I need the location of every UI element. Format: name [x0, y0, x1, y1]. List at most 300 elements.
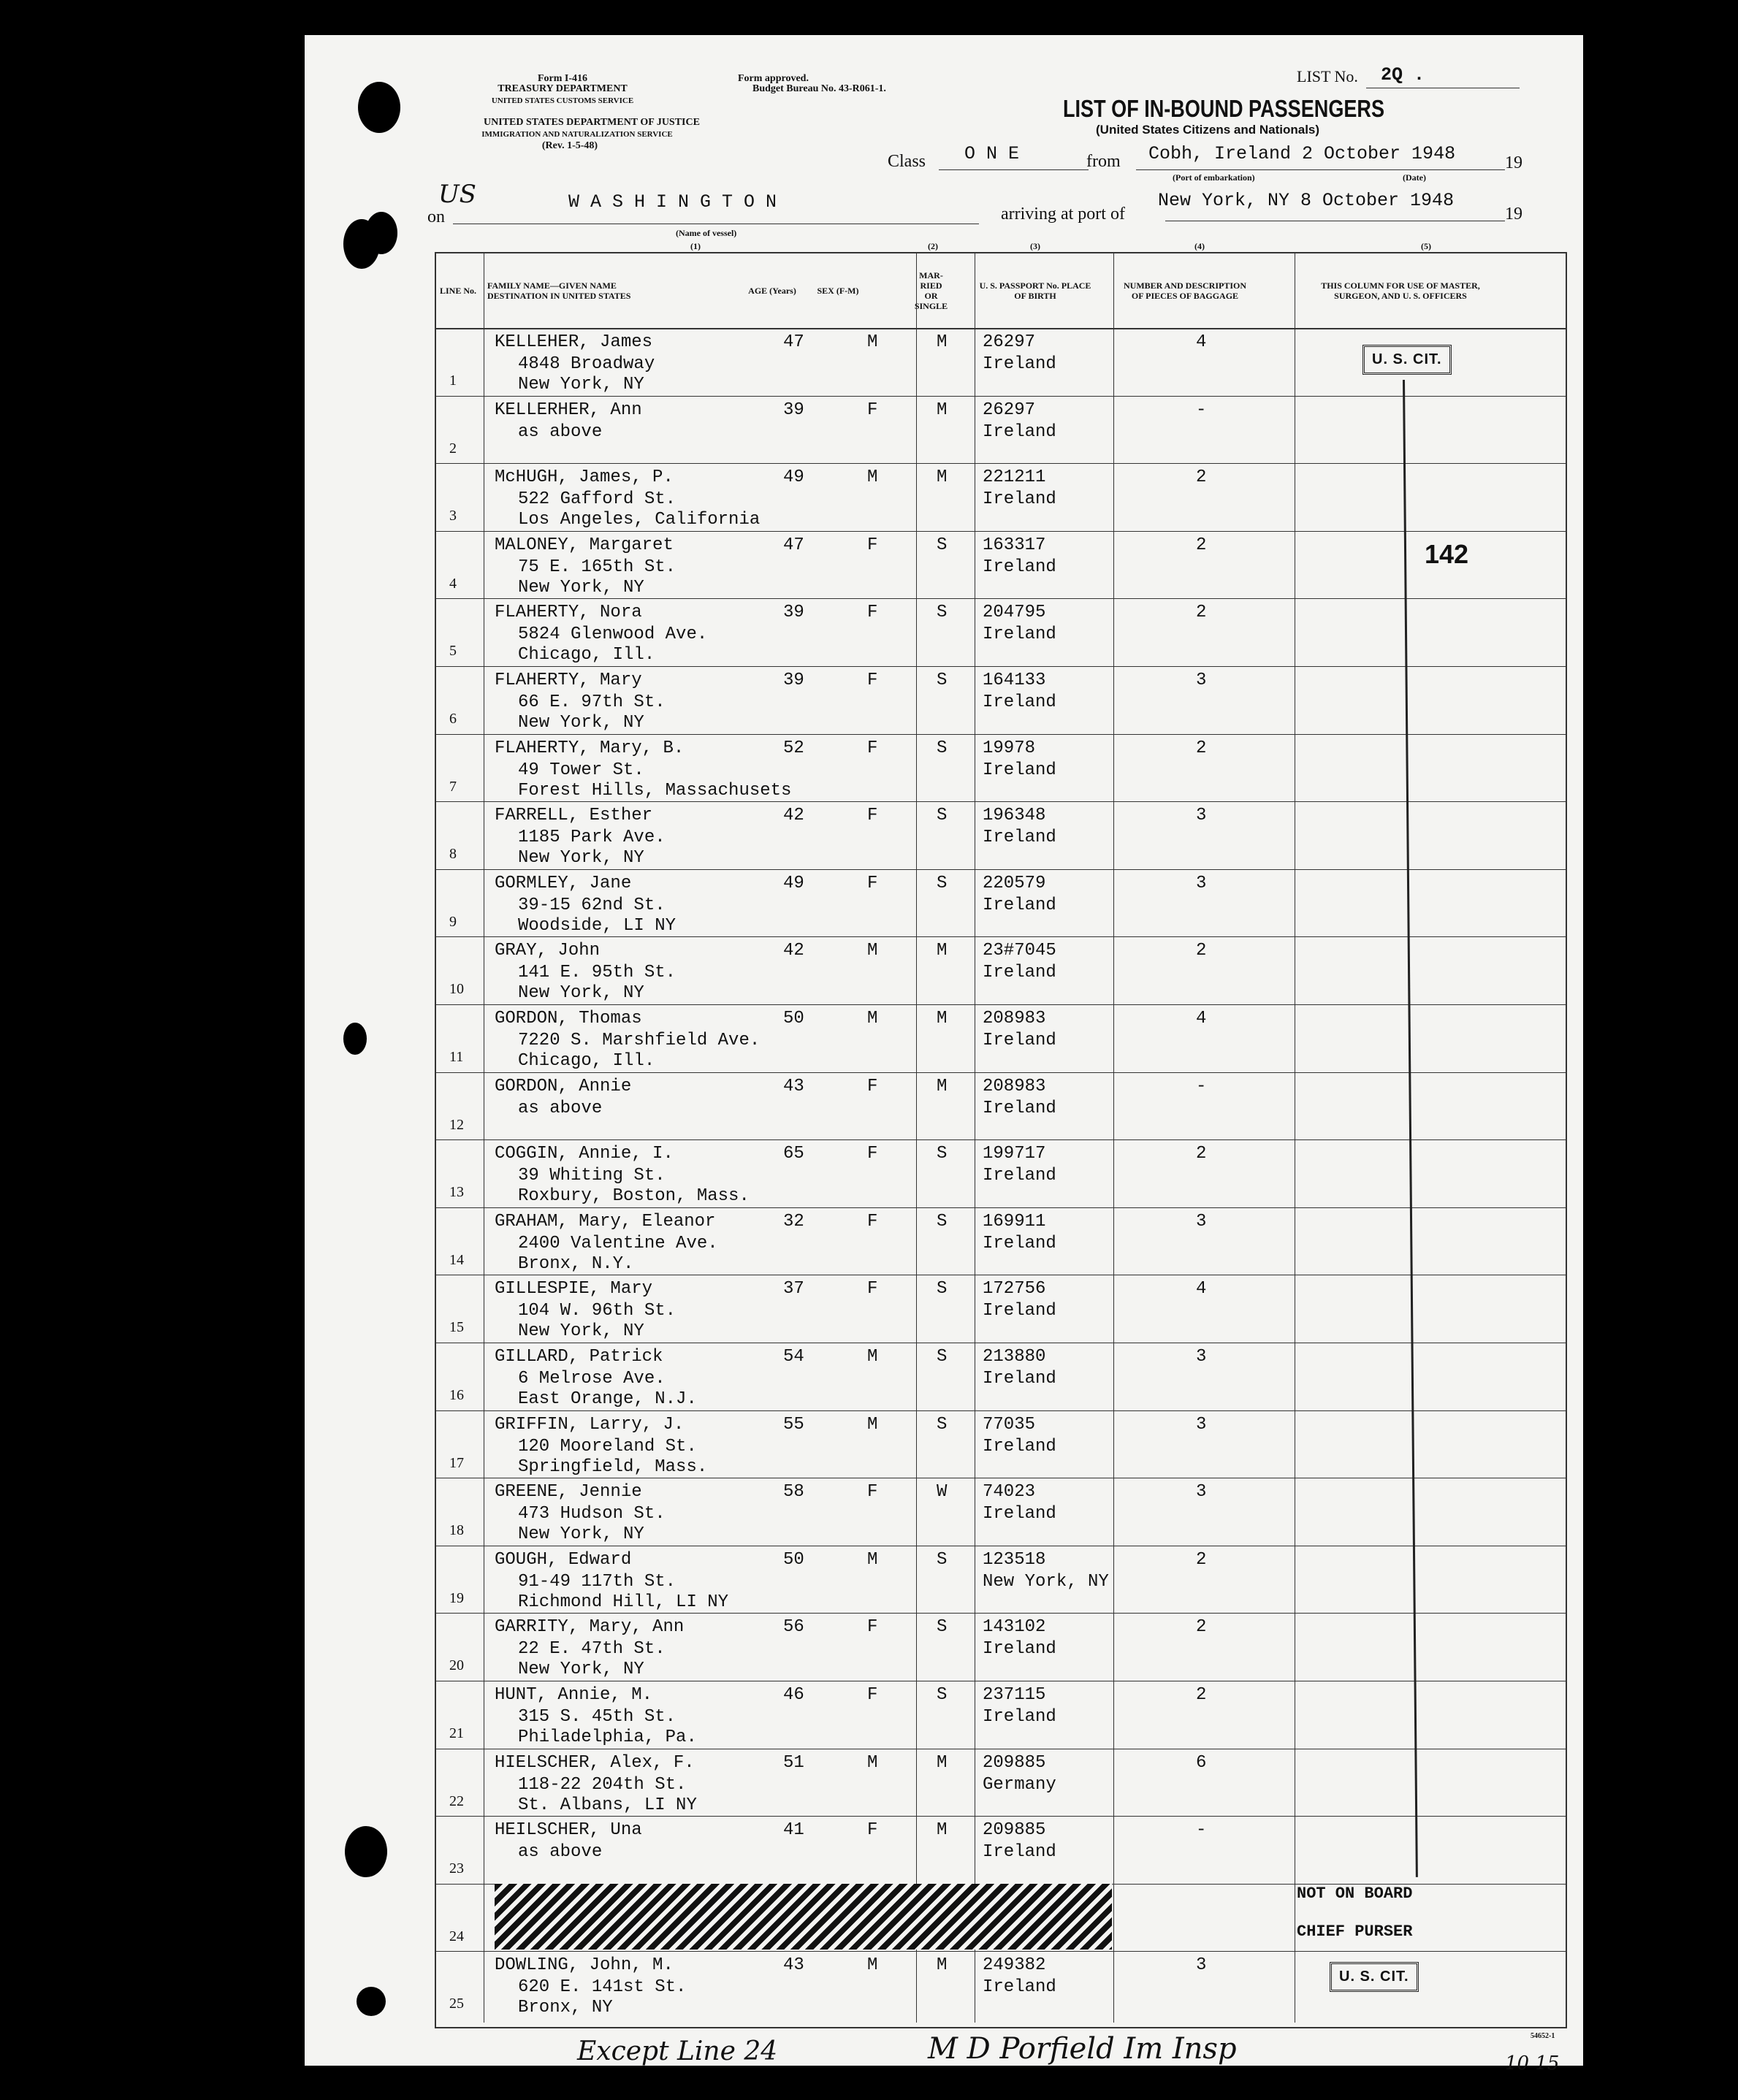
sex: F	[867, 1685, 878, 1705]
marital-status: S	[937, 1211, 948, 1232]
place-of-birth: Germany	[983, 1774, 1056, 1795]
marital-status: M	[937, 1076, 948, 1096]
table-row	[436, 1275, 1566, 1343]
passenger-name: HEILSCHER, Una	[495, 1820, 642, 1841]
marital-status: M	[937, 1009, 948, 1028]
passenger-name: GOUGH, Edward	[495, 1549, 632, 1570]
place-of-birth: Ireland	[983, 1977, 1056, 1998]
sex: M	[867, 1347, 878, 1367]
marital-status: S	[937, 1685, 948, 1705]
sex: F	[867, 1279, 878, 1299]
address-line: Woodside, LI NY	[518, 915, 676, 936]
baggage-count: 3	[1196, 873, 1207, 893]
date-caption: (Date)	[1403, 172, 1426, 183]
age: 65	[783, 1144, 804, 1164]
table-row	[436, 1139, 1566, 1207]
table-row	[436, 869, 1566, 937]
line-number: 10	[449, 981, 464, 998]
passenger-name: GRAY, John	[495, 941, 601, 961]
passport-number: 221211	[983, 467, 1046, 488]
age: 58	[783, 1482, 804, 1503]
list-number: 2Q .	[1381, 64, 1425, 85]
year-suffix: 19	[1505, 153, 1522, 172]
line-number: 11	[449, 1049, 464, 1065]
line-number: 5	[449, 643, 457, 660]
class-value: O N E	[964, 143, 1020, 164]
line-number: 9	[449, 913, 457, 930]
line-number: 3	[449, 508, 457, 524]
baggage-count: 2	[1196, 1617, 1207, 1638]
baggage-count: 3	[1196, 1482, 1207, 1503]
passport-number: 213880	[983, 1347, 1046, 1367]
vessel-caption: (Name of vessel)	[676, 228, 737, 238]
baggage-count: 2	[1196, 1549, 1207, 1570]
passport-number: 23#7045	[983, 941, 1056, 961]
not-on-board-note: NOT ON BOARD	[1297, 1885, 1413, 1903]
marital-status: S	[937, 806, 948, 826]
line-number: 13	[449, 1184, 464, 1201]
passport-number: 249382	[983, 1955, 1046, 1976]
place-of-birth: Ireland	[983, 354, 1056, 374]
place-of-birth: Ireland	[983, 1504, 1056, 1524]
sex: F	[867, 603, 878, 623]
sex: M	[867, 1549, 878, 1570]
baggage-count: 3	[1196, 1211, 1207, 1232]
from-label: from	[1086, 152, 1121, 171]
age: 42	[783, 941, 804, 961]
line-number: 24	[449, 1928, 464, 1944]
header-sex: SEX (F-M)	[817, 286, 859, 296]
address-line: 49 Tower St.	[518, 760, 644, 780]
marital-status: W	[937, 1482, 948, 1503]
binder-hole	[365, 212, 397, 254]
sex: F	[867, 1076, 878, 1096]
marital-status: M	[937, 467, 948, 488]
address-line: Bronx, N.Y.	[518, 1253, 634, 1274]
form-approved: Form approved.	[738, 73, 809, 84]
passenger-name: KELLEHER, James	[495, 332, 653, 352]
age: 56	[783, 1617, 804, 1638]
passport-number: 196348	[983, 806, 1046, 826]
passenger-name: HIELSCHER, Alex, F.	[495, 1752, 695, 1773]
passenger-count: 142	[1425, 539, 1469, 569]
passenger-name: FLAHERTY, Mary, B.	[495, 738, 685, 758]
sex: M	[867, 1009, 878, 1028]
table-row	[436, 734, 1566, 802]
age: 47	[783, 332, 804, 352]
place-of-birth: Ireland	[983, 1301, 1056, 1321]
place-of-birth: Ireland	[983, 1707, 1056, 1727]
class-label: Class	[888, 152, 926, 171]
header-name: FAMILY NAME—GIVEN NAME DESTINATION IN UNITED STATES	[487, 280, 631, 301]
address-line: New York, NY	[518, 983, 644, 1004]
baggage-count: 2	[1196, 467, 1207, 488]
baggage-count: -	[1196, 1820, 1207, 1841]
marital-status: M	[937, 1820, 948, 1841]
sex: F	[867, 738, 878, 758]
header-officers: THIS COLUMN FOR USE OF MASTER, SURGEON, AND U. S. OFFICERS	[1321, 280, 1480, 301]
table-row	[436, 1207, 1566, 1275]
baggage-count: 4	[1196, 332, 1207, 352]
marital-status: S	[937, 1414, 948, 1435]
passport-number: 208983	[983, 1076, 1046, 1096]
column-number: (2)	[928, 241, 938, 251]
address-line: 315 S. 45th St.	[518, 1707, 676, 1727]
place-of-birth: Ireland	[983, 1842, 1056, 1863]
place-of-birth: Ireland	[983, 1639, 1056, 1660]
passenger-name: GRIFFIN, Larry, J.	[495, 1414, 685, 1435]
marital-status: S	[937, 873, 948, 893]
baggage-count: 2	[1196, 941, 1207, 961]
age: 51	[783, 1752, 804, 1773]
table-row	[436, 666, 1566, 734]
table-row	[436, 1478, 1566, 1546]
table-row	[436, 1410, 1566, 1478]
marital-status: S	[937, 671, 948, 690]
passport-number: 77035	[983, 1414, 1036, 1435]
form-code: 54652-1	[1531, 2032, 1555, 2040]
table-row	[436, 396, 1566, 464]
passport-number: 209885	[983, 1820, 1046, 1841]
table-row	[436, 1816, 1566, 1884]
passport-number: 26297	[983, 400, 1036, 420]
address-line: 104 W. 96th St.	[518, 1301, 676, 1321]
line-number: 20	[449, 1657, 464, 1674]
table-row	[436, 1681, 1566, 1749]
binder-hole	[357, 1987, 386, 2016]
line-number: 16	[449, 1387, 464, 1403]
place-of-birth: Ireland	[983, 1031, 1056, 1050]
passport-number: 209885	[983, 1752, 1046, 1773]
header-passport: U. S. PASSPORT No. PLACE OF BIRTH	[979, 280, 1091, 301]
passport-number: 163317	[983, 535, 1046, 555]
on-label: on	[427, 207, 445, 226]
passport-number: 172756	[983, 1279, 1046, 1299]
passport-number: 204795	[983, 603, 1046, 623]
table-row	[436, 1613, 1566, 1681]
marital-status: S	[937, 535, 948, 555]
age: 39	[783, 671, 804, 690]
sex: F	[867, 400, 878, 420]
budget-bureau: Budget Bureau No. 43-R061-1.	[752, 83, 886, 94]
address-line: 6 Melrose Ave.	[518, 1369, 666, 1389]
address-line: New York, NY	[518, 1524, 644, 1545]
place-of-birth: Ireland	[983, 828, 1056, 848]
baggage-count: 2	[1196, 738, 1207, 758]
marital-status: S	[937, 1279, 948, 1299]
line-number: 21	[449, 1725, 464, 1741]
baggage-count: 6	[1196, 1752, 1207, 1773]
address-line: 473 Hudson St.	[518, 1504, 666, 1524]
marital-status: S	[937, 1144, 948, 1164]
age: 41	[783, 1820, 804, 1841]
passenger-name: GILLARD, Patrick	[495, 1347, 663, 1367]
table-row	[436, 1072, 1566, 1140]
address-line: Bronx, NY	[518, 1998, 613, 2018]
line-number: 4	[449, 575, 457, 592]
arriving-label: arriving at port of	[1001, 205, 1125, 224]
marital-status: M	[937, 332, 948, 352]
marital-status: S	[937, 1617, 948, 1638]
line-number: 2	[449, 440, 457, 457]
address-line: 141 E. 95th St.	[518, 963, 676, 983]
passenger-name: FLAHERTY, Nora	[495, 603, 642, 623]
customs-service: UNITED STATES CUSTOMS SERVICE	[491, 96, 634, 105]
sex: M	[867, 941, 878, 961]
line-number: 19	[449, 1589, 464, 1606]
age: 52	[783, 738, 804, 758]
sex: F	[867, 806, 878, 826]
table-row	[436, 598, 1566, 666]
address-line: Forest Hills, Massachusets	[518, 780, 792, 801]
table-row	[436, 936, 1566, 1004]
sex: F	[867, 1820, 878, 1841]
binder-hole	[358, 82, 400, 133]
place-of-birth: Ireland	[983, 625, 1056, 645]
year-suffix: 19	[1505, 205, 1522, 224]
address-line: East Orange, N.J.	[518, 1389, 697, 1409]
address-line: Los Angeles, California	[518, 510, 761, 530]
place-of-birth: Ireland	[983, 895, 1056, 915]
address-line: Philadelphia, Pa.	[518, 1727, 697, 1747]
passenger-name: GORDON, Thomas	[495, 1009, 642, 1028]
age: 49	[783, 467, 804, 488]
address-line: 7220 S. Marshfield Ave.	[518, 1031, 761, 1050]
baggage-count: 3	[1196, 1414, 1207, 1435]
age: 32	[783, 1211, 804, 1232]
line-number: 23	[449, 1860, 464, 1877]
cancelled-line-24	[495, 1884, 1112, 1950]
line-number: 12	[449, 1116, 464, 1133]
department-of-justice: UNITED STATES DEPARTMENT OF JUSTICE	[484, 117, 700, 128]
line-number: 25	[449, 1996, 464, 2012]
passenger-name: FARRELL, Esther	[495, 806, 653, 826]
passenger-name: DOWLING, John, M.	[495, 1955, 674, 1976]
passport-number: 164133	[983, 671, 1046, 690]
marital-status: S	[937, 1347, 948, 1367]
baggage-count: 4	[1196, 1279, 1207, 1299]
place-of-birth: New York, NY	[983, 1571, 1109, 1592]
passenger-name: KELLERHER, Ann	[495, 400, 642, 420]
line-number: 1	[449, 373, 457, 389]
marital-status: M	[937, 1955, 948, 1976]
treasury-department: TREASURY DEPARTMENT	[498, 83, 628, 94]
sex: M	[867, 332, 878, 352]
binder-hole	[345, 1826, 387, 1877]
list-no-label: LIST No.	[1297, 67, 1358, 85]
passenger-name: GORMLEY, Jane	[495, 873, 632, 893]
address-line: 39-15 62nd St.	[518, 895, 666, 915]
passenger-name: GILLESPIE, Mary	[495, 1279, 653, 1299]
age: 50	[783, 1549, 804, 1570]
column-number: (5)	[1421, 241, 1431, 251]
passport-number: 74023	[983, 1482, 1036, 1503]
address-line: St. Albans, LI NY	[518, 1795, 697, 1815]
place-of-birth: Ireland	[983, 1369, 1056, 1389]
header-baggage: NUMBER AND DESCRIPTION OF PIECES OF BAGGAGE	[1123, 280, 1247, 301]
baggage-count: 3	[1196, 806, 1207, 826]
address-line: 118-22 204th St.	[518, 1774, 687, 1795]
ins-service: IMMIGRATION AND NATURALIZATION SERVICE	[481, 130, 673, 139]
sex: F	[867, 1482, 878, 1503]
passenger-table	[435, 252, 1567, 2028]
age: 43	[783, 1076, 804, 1096]
address-line: 39 Whiting St.	[518, 1166, 666, 1186]
age: 43	[783, 1955, 804, 1976]
sex: F	[867, 1211, 878, 1232]
sex: F	[867, 671, 878, 690]
header-age: AGE (Years)	[748, 286, 796, 296]
port-of-arrival: New York, NY 8 October 1948	[1158, 190, 1455, 211]
marital-status: S	[937, 1549, 948, 1570]
baggage-count: -	[1196, 1076, 1207, 1096]
address-line: Richmond Hill, LI NY	[518, 1592, 729, 1612]
manifest-subtitle: (United States Citizens and Nationals)	[1096, 123, 1320, 137]
table-row	[436, 1749, 1566, 1817]
line-number: 7	[449, 778, 457, 795]
age: 47	[783, 535, 804, 555]
table-row	[436, 531, 1566, 599]
age: 49	[783, 873, 804, 893]
sex: M	[867, 1414, 878, 1435]
baggage-count: -	[1196, 400, 1207, 420]
place-of-birth: Ireland	[983, 421, 1056, 442]
sex: M	[867, 1955, 878, 1976]
passenger-name: MALONEY, Margaret	[495, 535, 674, 555]
address-line: 620 E. 141st St.	[518, 1977, 687, 1998]
line-number: 15	[449, 1319, 464, 1336]
line-number: 18	[449, 1522, 464, 1539]
column-number: (4)	[1194, 241, 1205, 251]
sex: F	[867, 873, 878, 893]
address-line: New York, NY	[518, 1321, 644, 1342]
address-line: New York, NY	[518, 713, 644, 733]
passenger-name: GRAHAM, Mary, Eleanor	[495, 1211, 716, 1232]
passport-number: 237115	[983, 1685, 1046, 1705]
passport-number: 220579	[983, 873, 1046, 893]
line-number: 6	[449, 711, 457, 727]
marital-status: M	[937, 941, 948, 961]
table-row	[436, 1546, 1566, 1614]
column-number: (1)	[690, 241, 701, 251]
address-line: as above	[518, 1098, 603, 1118]
port-of-embarkation: Cobh, Ireland 2 October 1948	[1148, 143, 1456, 164]
us-citizen-stamp: U. S. CIT.	[1330, 1962, 1419, 1992]
baggage-count: 2	[1196, 1144, 1207, 1164]
marital-status: S	[937, 603, 948, 623]
address-line: 522 Gafford St.	[518, 489, 676, 510]
age: 39	[783, 603, 804, 623]
table-row	[436, 1004, 1566, 1072]
form-number: Form I-416	[537, 73, 588, 84]
revision-date: (Rev. 1-5-48)	[541, 140, 598, 151]
marital-status: M	[937, 400, 948, 420]
table-row	[436, 801, 1566, 869]
vessel-name: W A S H I N G T O N	[568, 191, 777, 213]
place-of-birth: Ireland	[983, 1436, 1056, 1456]
address-line: 5824 Glenwood Ave.	[518, 625, 708, 645]
passport-number: 19978	[983, 738, 1036, 758]
place-of-birth: Ireland	[983, 557, 1056, 577]
baggage-count: 2	[1196, 603, 1207, 623]
address-line: New York, NY	[518, 577, 644, 597]
passenger-name: HUNT, Annie, M.	[495, 1685, 653, 1705]
column-number: (3)	[1030, 241, 1040, 251]
address-line: 4848 Broadway	[518, 354, 655, 374]
passport-number: 169911	[983, 1211, 1046, 1232]
port-caption: (Port of embarkation)	[1173, 172, 1255, 183]
table-row	[436, 463, 1566, 531]
age: 54	[783, 1347, 804, 1367]
age: 37	[783, 1279, 804, 1299]
manifest-title: LIST OF IN-BOUND PASSENGERS	[1063, 95, 1385, 122]
place-of-birth: Ireland	[983, 1166, 1056, 1186]
baggage-count: 4	[1196, 1009, 1207, 1028]
marital-status: S	[937, 738, 948, 758]
address-line: Chicago, Ill.	[518, 1051, 655, 1071]
address-line: Springfield, Mass.	[518, 1456, 708, 1477]
address-line: as above	[518, 1842, 603, 1863]
passenger-name: McHUGH, James, P.	[495, 467, 674, 488]
age: 55	[783, 1414, 804, 1435]
address-line: 91-49 117th St.	[518, 1571, 676, 1592]
line-number: 14	[449, 1251, 464, 1268]
passport-number: 143102	[983, 1617, 1046, 1638]
passenger-name: GREENE, Jennie	[495, 1482, 642, 1503]
place-of-birth: Ireland	[983, 760, 1056, 780]
age: 42	[783, 806, 804, 826]
line-number: 8	[449, 846, 457, 863]
passenger-name: COGGIN, Annie, I.	[495, 1144, 674, 1164]
address-line: Chicago, Ill.	[518, 645, 655, 665]
address-line: New York, NY	[518, 848, 644, 868]
binder-hole	[343, 1023, 367, 1055]
handwritten-us: US	[438, 180, 476, 209]
place-of-birth: Ireland	[983, 1098, 1056, 1118]
header-line-no: LINE No.	[439, 286, 476, 296]
header-married: MAR-RIED OR SINGLE	[914, 270, 948, 311]
sex: F	[867, 535, 878, 555]
place-of-birth: Ireland	[983, 963, 1056, 983]
sex: M	[867, 1752, 878, 1773]
passport-number: 208983	[983, 1009, 1046, 1028]
sex: M	[867, 467, 878, 488]
passenger-name: FLAHERTY, Mary	[495, 671, 642, 690]
marital-status: M	[937, 1752, 948, 1773]
passport-number: 26297	[983, 332, 1036, 352]
passenger-name: GARRITY, Mary, Ann	[495, 1617, 685, 1638]
sex: F	[867, 1144, 878, 1164]
chief-purser-note: CHIEF PURSER	[1297, 1923, 1413, 1941]
line-number: 22	[449, 1792, 464, 1809]
passport-number: 123518	[983, 1549, 1046, 1570]
address-line: 75 E. 165th St.	[518, 557, 676, 577]
address-line: New York, NY	[518, 375, 644, 394]
inspector-signature: M D Porfield Im Insp	[928, 2032, 1237, 2066]
age: 46	[783, 1685, 804, 1705]
footer-note-except: Except Line 24	[577, 2036, 778, 2066]
address-line: New York, NY	[518, 1660, 644, 1680]
place-of-birth: Ireland	[983, 692, 1056, 712]
address-line: 22 E. 47th St.	[518, 1639, 666, 1660]
table-row	[436, 1343, 1566, 1410]
address-line: 66 E. 97th St.	[518, 692, 666, 712]
baggage-count: 2	[1196, 1685, 1207, 1705]
baggage-count: 2	[1196, 535, 1207, 555]
address-line: Roxbury, Boston, Mass.	[518, 1186, 750, 1207]
baggage-count: 3	[1196, 1347, 1207, 1367]
passport-number: 199717	[983, 1144, 1046, 1164]
